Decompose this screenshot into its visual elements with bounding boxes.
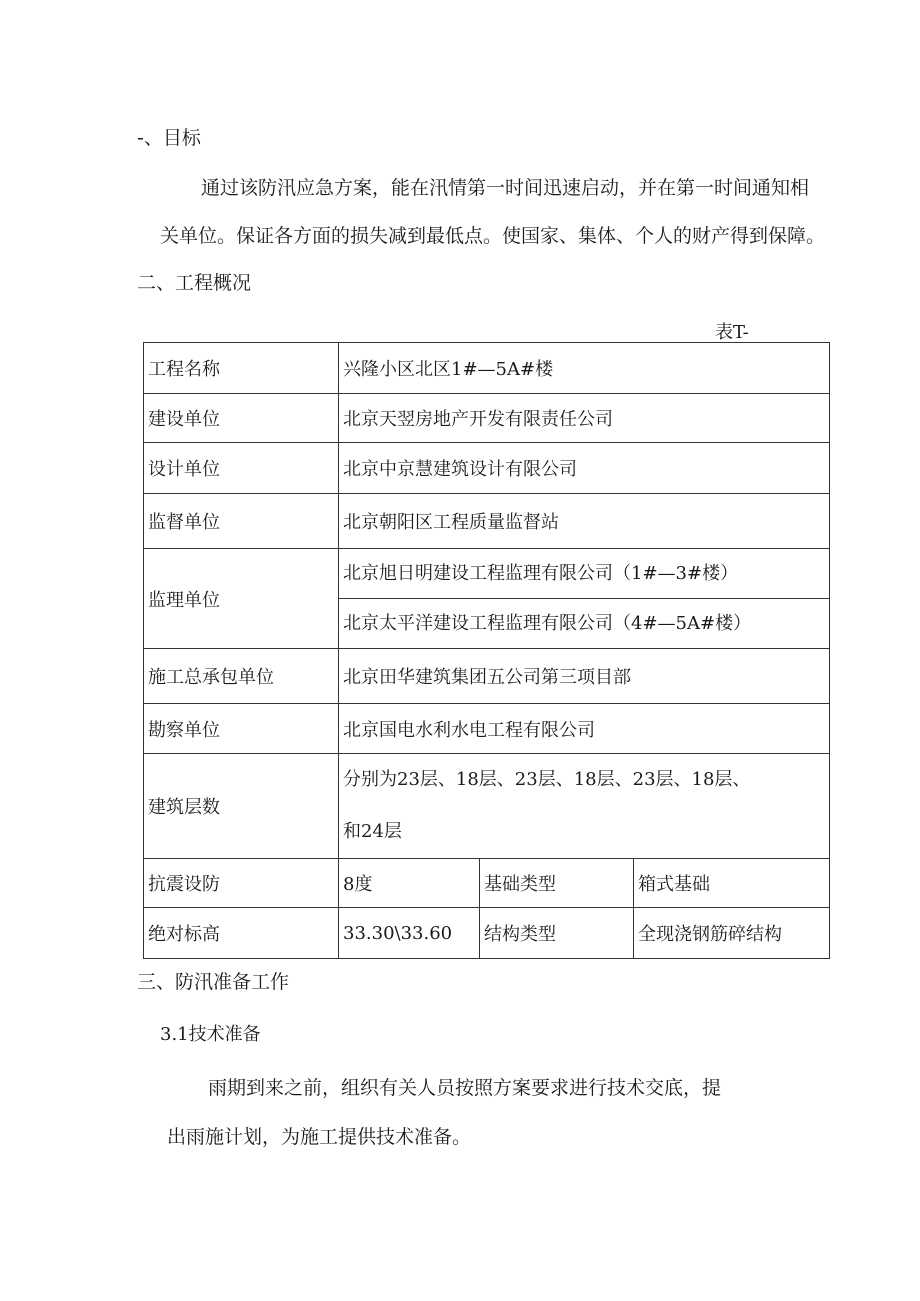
table-value-cell: 33.30\33.60 [339, 908, 480, 959]
floors-line1: 分别为23层、18层、23层、18层、23层、18层、 [343, 769, 751, 790]
section3-paragraph-line1: 雨期到来之前，组织有关人员按照方案要求进行技术交底，提 [208, 1077, 722, 1099]
table-row [144, 443, 830, 494]
table-label-cell: 抗震设防 [144, 859, 339, 908]
table-row [144, 343, 830, 394]
table-row [144, 754, 830, 859]
table-label-cell: 监理单位 [144, 549, 339, 649]
section3-subheading: 3.1技术准备 [160, 1024, 261, 1045]
supervision-unit-2: 北京太平洋建设工程监理有限公司（4#—5A#楼） [339, 598, 829, 648]
table-label-cell: 结构类型 [480, 908, 634, 959]
floors-line2: 和24层 [343, 821, 402, 842]
table-value-cell: 北京国电水利水电工程有限公司 [339, 704, 830, 754]
table-label-cell: 建设单位 [144, 394, 339, 443]
section2-heading: 二、工程概况 [137, 272, 252, 294]
section1-heading: -、目标 [137, 127, 201, 149]
table-value-cell: 兴隆小区北区1#—5A#楼 [339, 343, 830, 394]
table-value-cell: 北京田华建筑集团五公司第三项目部 [339, 649, 830, 704]
section1-paragraph-line1: 通过该防汛应急方案，能在汛情第一时间迅速启动，并在第一时间通知相 [201, 177, 810, 199]
table-value-cell: 北京朝阳区工程质量监督站 [339, 494, 830, 549]
table-value-cell: 全现浇钢筋碎结构 [634, 908, 830, 959]
table-value-cell: 北京天翌房地产开发有限责任公司 [339, 394, 830, 443]
table-row [144, 859, 830, 908]
table-row [144, 649, 830, 704]
table-label-cell: 建筑层数 [144, 754, 339, 859]
table-row [144, 394, 830, 443]
table-row [144, 704, 830, 754]
table-row [144, 549, 830, 649]
table-label-cell: 基础类型 [480, 859, 634, 908]
table-value-cell: 北京中京慧建筑设计有限公司 [339, 443, 830, 494]
table-label-cell: 监督单位 [144, 494, 339, 549]
table-value-cell [339, 754, 830, 859]
table-value-cell: 箱式基础 [634, 859, 830, 908]
table-label-cell: 施工总承包单位 [144, 649, 339, 704]
table-label-cell: 勘察单位 [144, 704, 339, 754]
table-label-cell: 设计单位 [144, 443, 339, 494]
table-label-cell: 绝对标高 [144, 908, 339, 959]
supervision-unit-1: 北京旭日明建设工程监理有限公司（1#—3#楼） [343, 563, 739, 584]
table-label-cell: 工程名称 [144, 343, 339, 394]
section1-paragraph-line2: 关单位。保证各方面的损失减到最低点。使国家、集体、个人的财产得到保障。 [160, 225, 826, 247]
table-caption: 表T- [715, 322, 749, 343]
section3-paragraph-line2: 出雨施计划，为施工提供技术准备。 [167, 1126, 472, 1148]
table-row [144, 494, 830, 549]
section3-heading: 三、防汛准备工作 [137, 971, 290, 993]
table-value-cell: 8度 [339, 859, 480, 908]
table-value-cell-split [339, 549, 830, 649]
project-overview-table [143, 342, 830, 959]
table-row [144, 908, 830, 959]
